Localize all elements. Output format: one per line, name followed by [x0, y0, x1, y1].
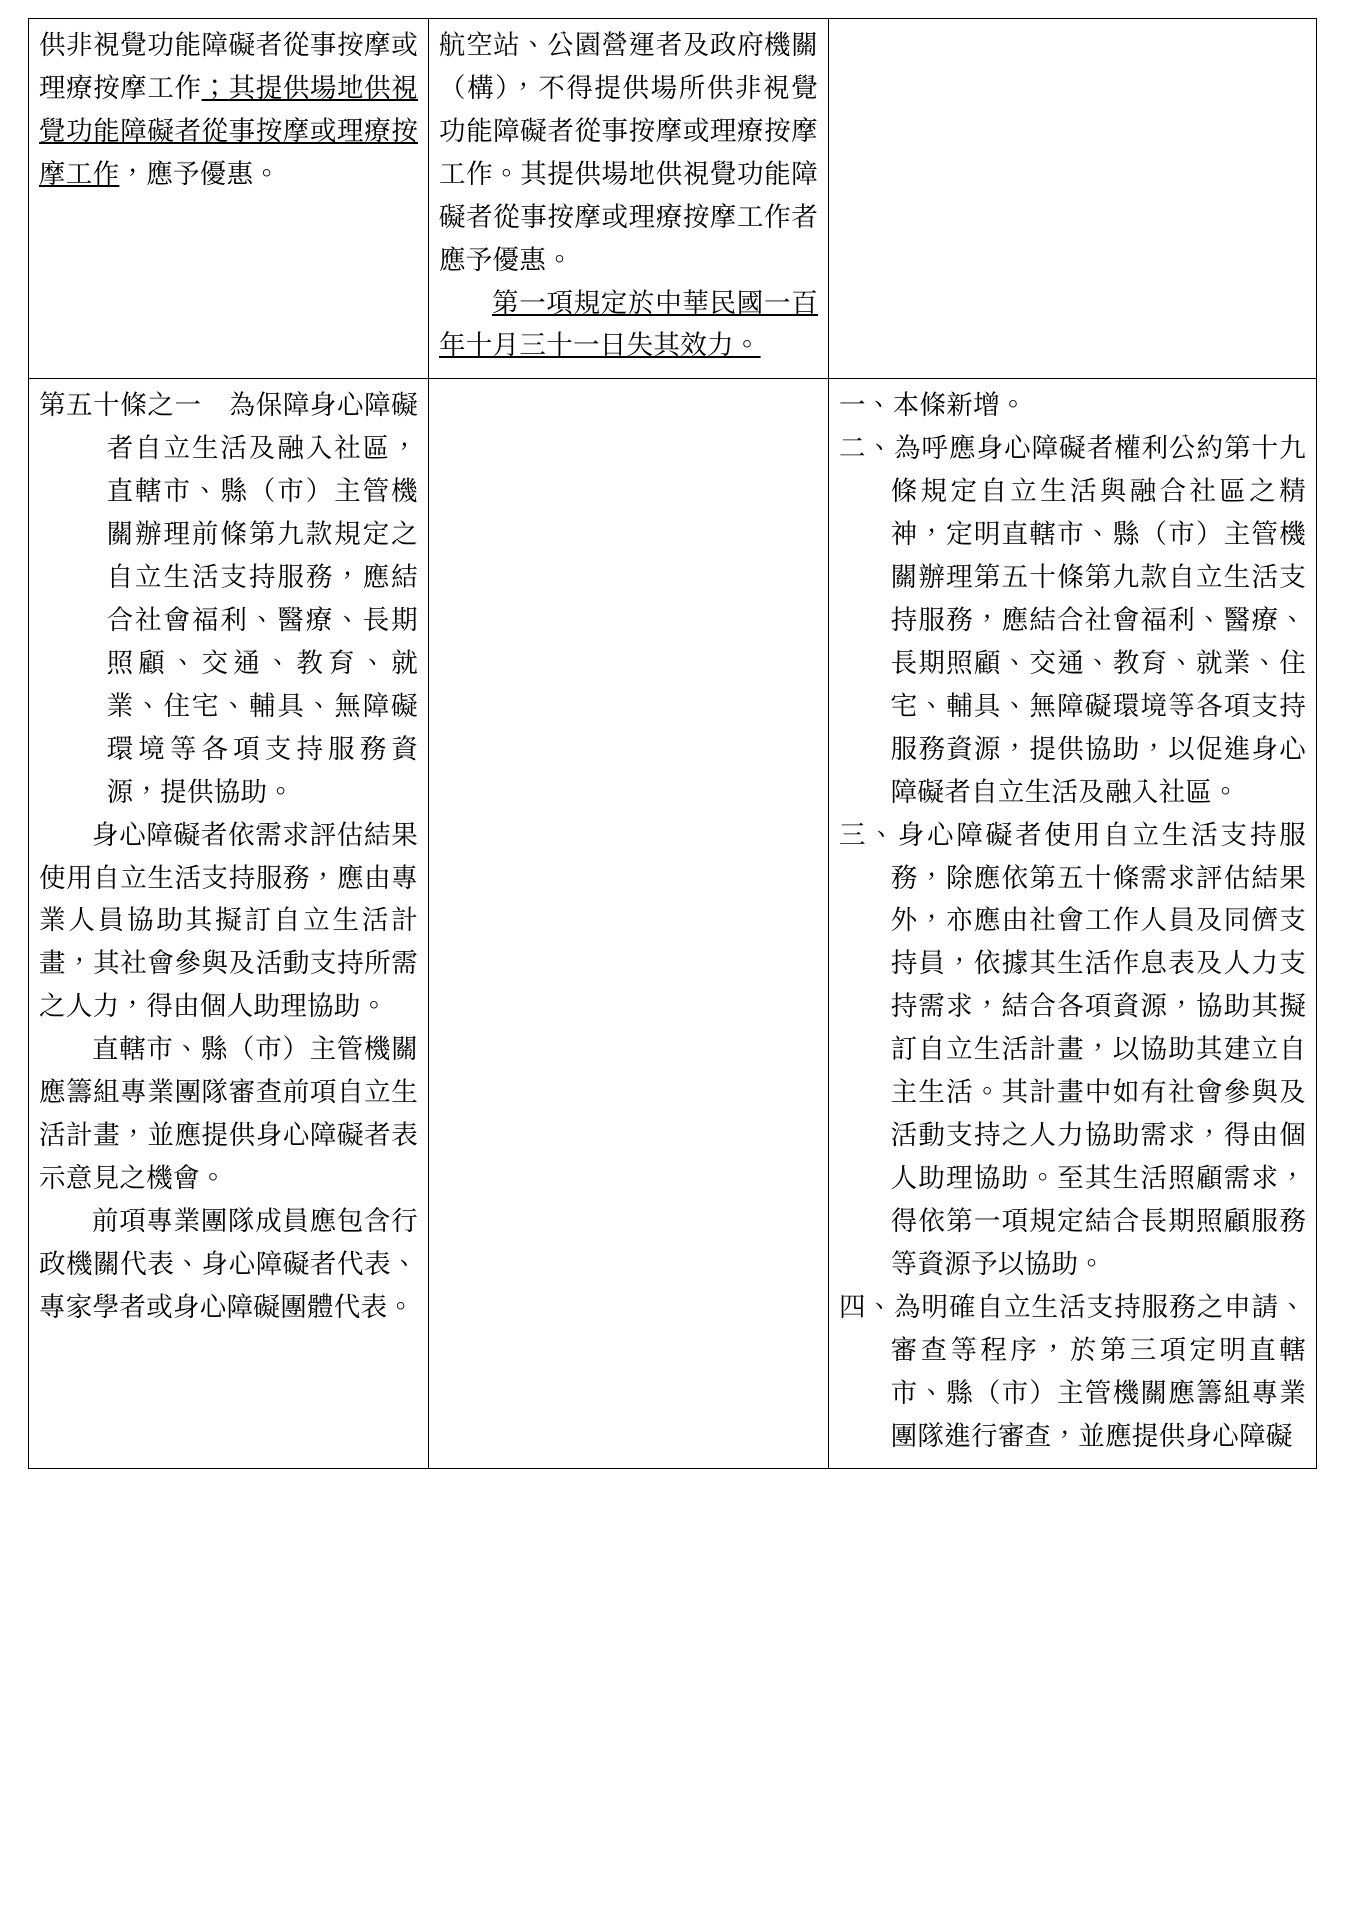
note-item — [839, 385, 1306, 428]
cell-text-block — [839, 385, 1306, 1458]
note-text: 本條新增。 — [892, 390, 1027, 422]
table-cell-amended-continued — [29, 19, 429, 379]
table-cell-current-article — [429, 379, 829, 1469]
cell-text-block — [39, 385, 418, 1329]
table-row — [29, 19, 1317, 379]
paragraph-article-heading: 第五十條之一 為保障身心障礙者自立生活及融入社區，直轄市、縣（市）主管機關辦理前條第九款規定之自立生活支持服務，應結合社會福利、醫療、長期照顧、交通、教育、就業、住宅、輔具、無障礙環境等各項支持服務資源，提供協助。 — [39, 390, 418, 808]
paragraph: 直轄市、縣（市）主管機關應籌組專業團隊審查前項自立生活計畫，並應提供身心障礙者表示意見之機會。 — [39, 1034, 418, 1194]
note-marker: 三、 — [839, 819, 898, 851]
note-marker: 四、 — [839, 1291, 895, 1323]
text-run-2: 其提供場地供視覺功能障礙者從事按摩或理療按摩工作 — [39, 72, 418, 190]
table-cell-amended-article — [29, 379, 429, 1469]
text-run-1: 供非視覺功能障礙者從事按摩或理療按摩工作 — [39, 30, 418, 104]
note-marker: 二、 — [839, 433, 895, 465]
note-item — [839, 815, 1306, 1287]
cell-text-block — [39, 25, 418, 197]
comparison-table — [28, 18, 1317, 1469]
table-cell-notes-continued — [829, 19, 1317, 379]
cell-text-block — [439, 25, 818, 368]
note-text: 為明確自立生活支持服務之申請、審查等程序，於第三項定明直轄市、縣（市）主管機關應籌組專業團隊進行審查，並應提供身心障礙 — [890, 1291, 1306, 1452]
text-run-3: ，應予優惠。 — [119, 158, 281, 190]
paragraph — [39, 25, 418, 197]
table-cell-current-continued — [429, 19, 829, 379]
note-item — [839, 428, 1306, 814]
paragraph: 身心障礙者依需求評估結果使用自立生活支持服務，應由專業人員協助其擬訂自立生活計畫，其社會參與及活動支持所需之人力，得由個人助理協助。 — [39, 819, 418, 1023]
note-marker: 一、 — [839, 390, 893, 422]
paragraph: 航空站、公園營運者及政府機關（構），不得提供場所供非視覺功能障礙者從事按摩或理療按摩工作。其提供場地供視覺功能障礙者從事按摩或理療按摩工作者應予優惠。 — [439, 30, 818, 276]
note-text: 身心障礙者使用自立生活支持服務，除應依第五十條需求評估結果外，亦應由社會工作人員及同儕支持員，依據其生活作息表及人力支持需求，結合各項資源，協助其擬訂自立生活計畫，以協助其建立自主生活。其計畫中如有社會參與及活動支持之人力協助需求，得由個人助理協助。至其生活照顧需求，得依第一項規定結合長期照顧服務等資源予以協助。 — [890, 819, 1306, 1280]
table-cell-notes-article — [829, 379, 1317, 1469]
text-run-underline: ； — [201, 72, 229, 104]
table-row — [29, 379, 1317, 1469]
note-text: 為呼應身心障礙者權利公約第十九條規定自立生活與融合社區之精神，定明直轄市、縣（市）主管機關辦理第五十條第九款自立生活支持服務，應結合社會福利、醫療、長期照顧、交通、教育、就業、住宅、輔具、無障礙環境等各項支持服務資源，提供協助，以促進身心障礙者自立生活及融入社區。 — [890, 433, 1306, 808]
note-item — [839, 1287, 1306, 1459]
paragraph-underlined: 第一項規定於中華民國一百年十月三十一日失其效力。 — [439, 287, 818, 362]
paragraph: 前項專業團隊成員應包含行政機關代表、身心障礙者代表、專家學者或身心障礙團體代表。 — [39, 1205, 418, 1323]
